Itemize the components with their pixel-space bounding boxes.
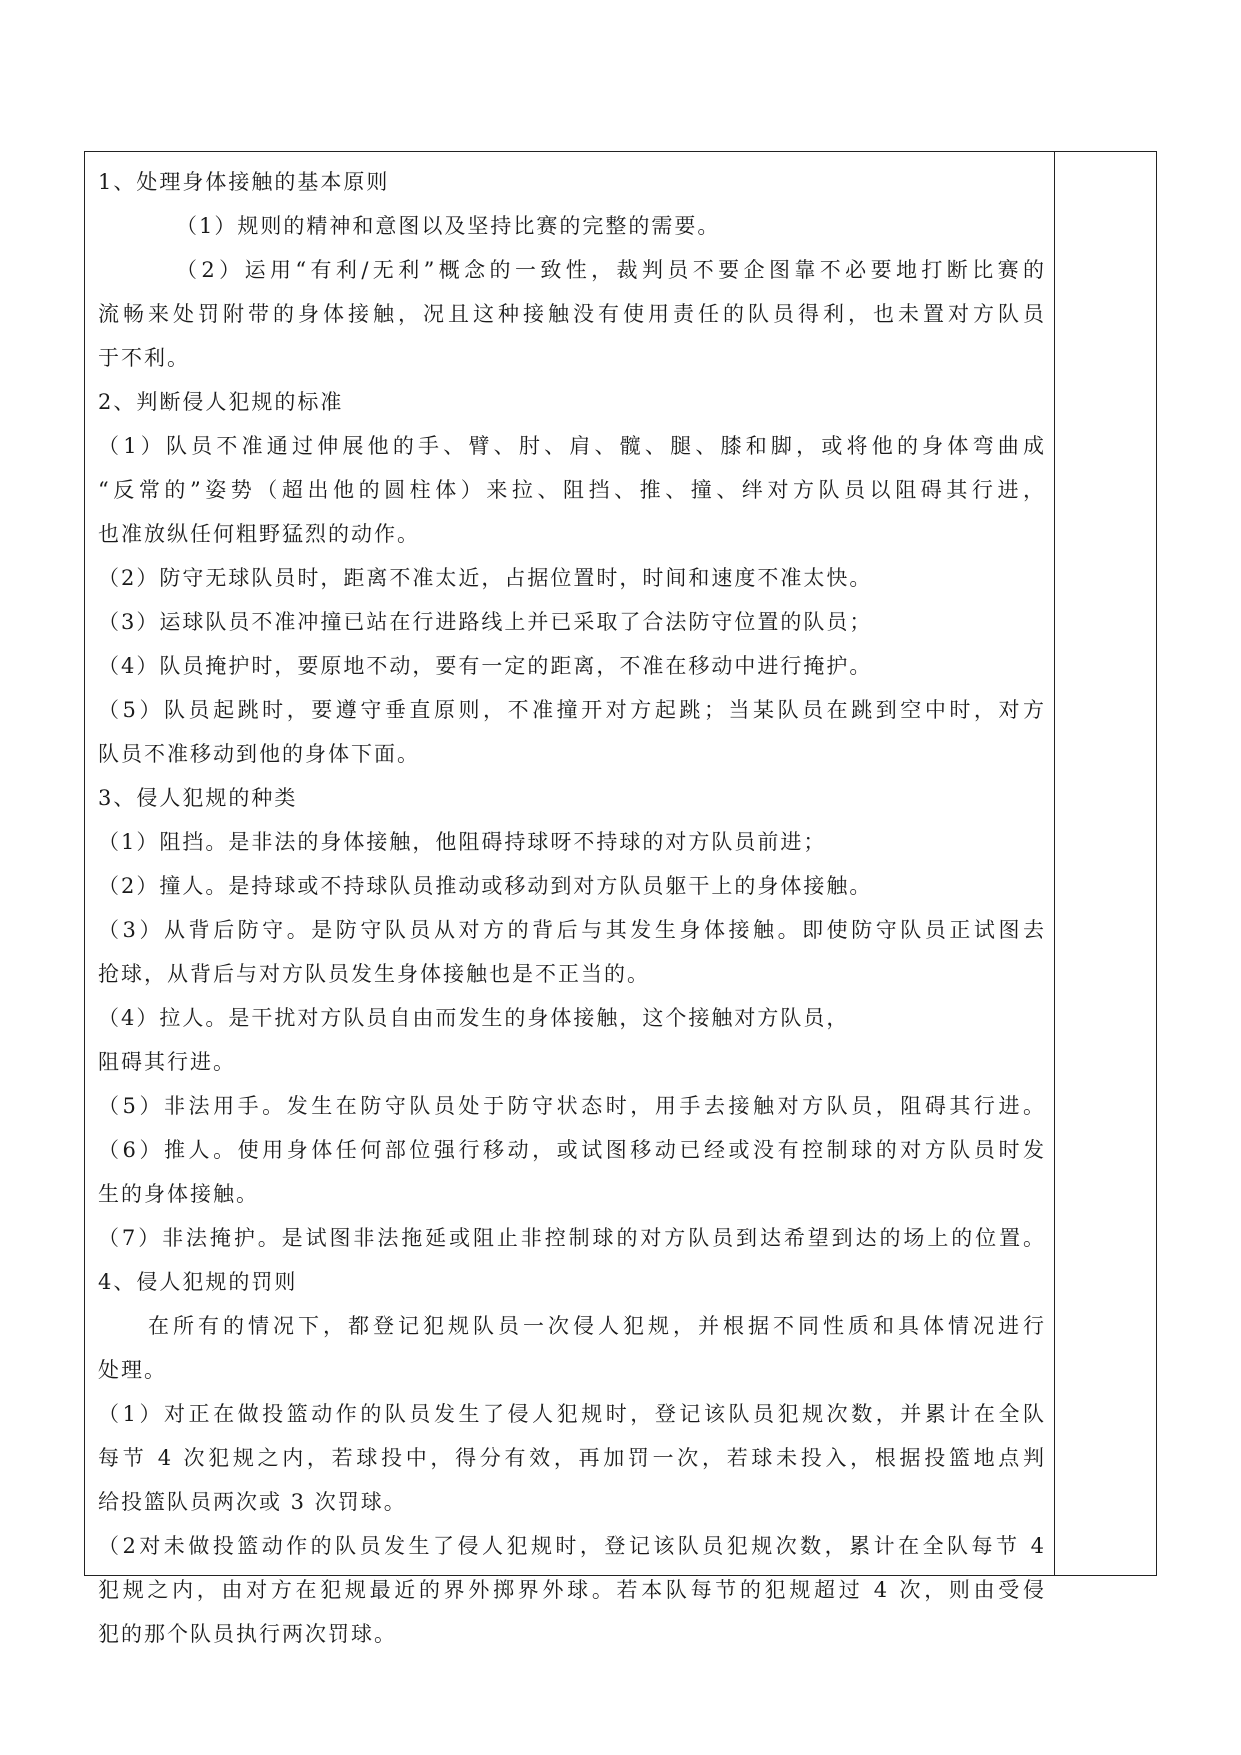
document-body (98, 160, 1046, 1656)
paragraph-line: （4）队员掩护时，要原地不动，要有一定的距离，不准在移动中进行掩护。 (98, 654, 873, 678)
paragraph-line: 阻碍其行进。 (98, 1050, 236, 1074)
paragraph-line: 生的身体接触。 (98, 1182, 259, 1206)
paragraph-line: （1）对正在做投篮动作的队员发生了侵人犯规时，登记该队员犯规次数，并累计在全队 (98, 1402, 1046, 1426)
section-heading: 1、处理身体接触的基本原则 (98, 170, 390, 194)
paragraph-line: 给投篮队员两次或 3 次罚球。 (98, 1490, 407, 1514)
paragraph-line: （3）运球队员不准冲撞已站在行进路线上并已采取了合法防守位置的队员； (98, 610, 873, 634)
paragraph-line: “反常的”姿势（超出他的圆柱体）来拉、阻挡、推、撞、绊对方队员以阻碍其行进， (98, 478, 1046, 502)
paragraph-line: 犯的那个队员执行两次罚球。 (98, 1622, 397, 1646)
paragraph-line: 于不利。 (98, 346, 190, 370)
paragraph-line: （1）队员不准通过伸展他的手、臂、肘、肩、髋、腿、膝和脚，或将他的身体弯曲成 (98, 434, 1046, 458)
section-heading: 3、侵人犯规的种类 (98, 786, 298, 810)
paragraph-line: （6）推人。使用身体任何部位强行移动，或试图移动已经或没有控制球的对方队员时发 (98, 1138, 1046, 1162)
paragraph-line: （2）撞人。是持球或不持球队员推动或移动到对方队员躯干上的身体接触。 (98, 874, 873, 898)
paragraph-line: （1）规则的精神和意图以及坚持比赛的完整的需要。 (176, 214, 721, 238)
paragraph-line: （2）运用“有利/无利”概念的一致性，裁判员不要企图靠不必要地打断比赛的 (176, 258, 1046, 282)
paragraph-line: 队员不准移动到他的身体下面。 (98, 742, 420, 766)
paragraph-line: （2对未做投篮动作的队员发生了侵人犯规时，登记该队员犯规次数，累计在全队每节 4 (98, 1534, 1046, 1558)
paragraph-line: 抢球，从背后与对方队员发生身体接触也是不正当的。 (98, 962, 650, 986)
paragraph-line: 在所有的情况下，都登记犯规队员一次侵人犯规，并根据不同性质和具体情况进行 (148, 1314, 1046, 1338)
paragraph-line: 流畅来处罚附带的身体接触，况且这种接触没有使用责任的队员得利，也未置对方队员 (98, 302, 1046, 326)
paragraph-line: （3）从背后防守。是防守队员从对方的背后与其发生身体接触。即使防守队员正试图去 (98, 918, 1046, 942)
paragraph-line: 犯规之内，由对方在犯规最近的界外掷界外球。若本队每节的犯规超过 4 次，则由受侵 (98, 1578, 1046, 1602)
paragraph-line: 每节 4 次犯规之内，若球投中，得分有效，再加罚一次，若球未投入，根据投篮地点判 (98, 1446, 1046, 1470)
paragraph-line: （7）非法掩护。是试图非法拖延或阻止非控制球的对方队员到达希望到达的场上的位置。 (98, 1226, 1046, 1250)
section-heading: 4、侵人犯规的罚则 (98, 1270, 298, 1294)
paragraph-line: 处理。 (98, 1358, 167, 1382)
column-divider (1054, 151, 1055, 1576)
paragraph-line: （4）拉人。是干扰对方队员自由而发生的身体接触，这个接触对方队员， (98, 1006, 850, 1030)
paragraph-line: （5）队员起跳时，要遵守垂直原则，不准撞开对方起跳；当某队员在跳到空中时，对方 (98, 698, 1046, 722)
paragraph-line: （2）防守无球队员时，距离不准太近，占据位置时，时间和速度不准太快。 (98, 566, 873, 590)
section-heading: 2、判断侵人犯规的标准 (98, 390, 344, 414)
paragraph-line: （1）阻挡。是非法的身体接触，他阻碍持球呀不持球的对方队员前进； (98, 830, 827, 854)
paragraph-line: 也准放纵任何粗野猛烈的动作。 (98, 522, 420, 546)
paragraph-line: （5）非法用手。发生在防守队员处于防守状态时，用手去接触对方队员，阻碍其行进。 (98, 1094, 1046, 1118)
